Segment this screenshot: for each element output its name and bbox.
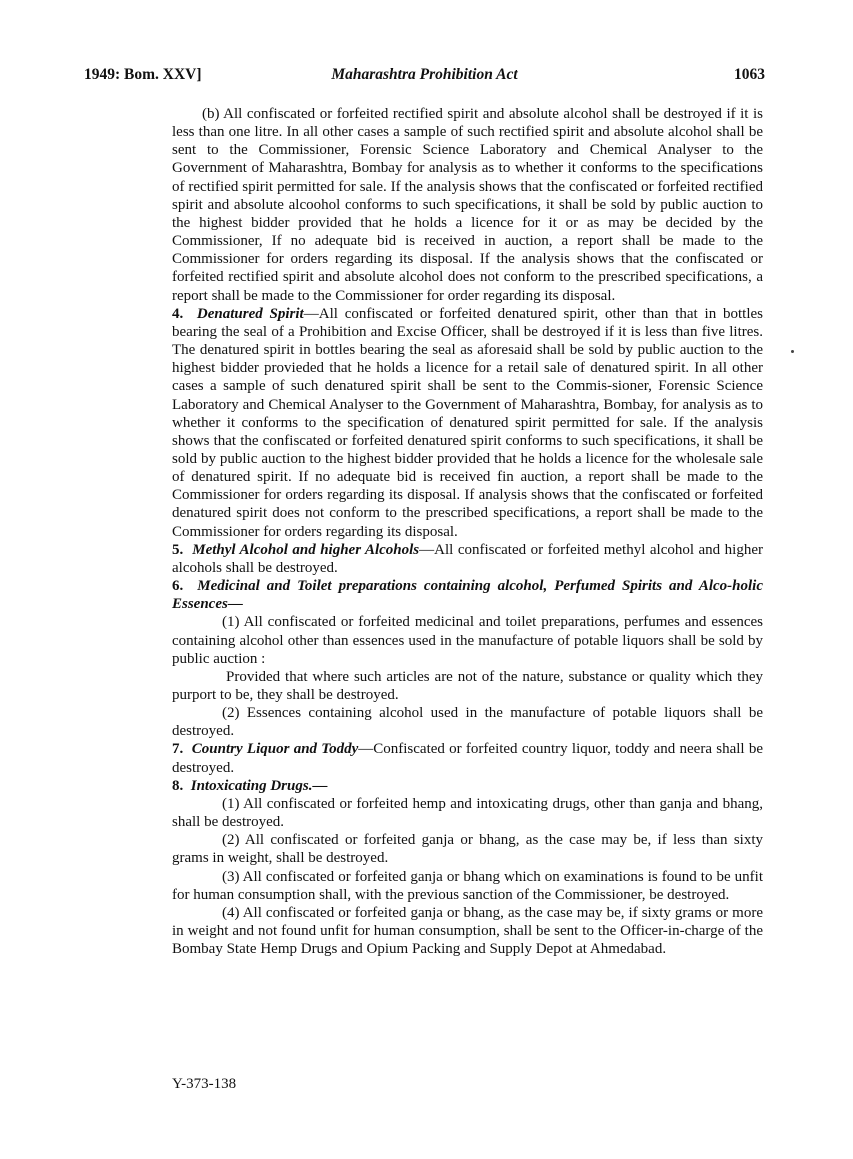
section-8-subsection-2: (2) All confiscated or forfeited ganja or bhang, as the case may be, if less than sixty grams in weight, shall be destroyed. bbox=[172, 832, 763, 867]
section-5-heading: Methyl Alcohol and higher Alcohols bbox=[192, 541, 420, 558]
section-7-heading: Country Liquor and Toddy bbox=[191, 741, 359, 758]
section-6-proviso: Provided that where such articles are not of the nature, substance or quality which they purport to be, they shall be destroyed. bbox=[172, 668, 763, 703]
section-8-subsection-4: (4) All confiscated or forfeited ganja or bhang, as the case may be, if sixty grams or more in weight and not found unfit for human consumption, shall be sent to the Officer-in-charge of the Bombay State Hemp Drugs and Opium Packing and Supply Depot at Ahmedabad. bbox=[172, 904, 763, 958]
section-8 bbox=[172, 777, 763, 795]
section-5-number: 5. bbox=[172, 541, 184, 558]
section-6-heading: Medicinal and Toilet preparations containing alcohol, Perfumed Spirits and Alco-holic Essences— bbox=[172, 578, 763, 613]
section-8-subsection-3: (3) All confiscated or forfeited ganja or bhang which on examinations is found to be unfit for human consumption shall, with the previous sanction of the Commissioner, be destroyed. bbox=[172, 868, 763, 903]
section-7-number: 7. bbox=[172, 741, 184, 758]
section-6 bbox=[172, 577, 763, 613]
section-4-heading: Denatured Spirit bbox=[196, 305, 304, 322]
section-8-subsection-1: (1) All confiscated or forfeited hemp and intoxicating drugs, other than ganja and bhang, shall be destroyed. bbox=[172, 795, 763, 831]
document-body bbox=[172, 105, 763, 958]
section-8-heading: Intoxicating Drugs.— bbox=[190, 777, 328, 794]
footer-code: Y-373-138 bbox=[172, 1076, 237, 1092]
page-number: 1063 bbox=[734, 66, 765, 83]
header-title: Maharashtra Prohibition Act bbox=[331, 66, 518, 83]
section-4-number: 4. bbox=[172, 305, 184, 322]
section-6-number: 6. bbox=[172, 578, 184, 595]
page-header bbox=[84, 66, 765, 88]
section-7 bbox=[172, 740, 763, 776]
section-5-text: —All confiscated or forfeited methyl alcohol and higher alcohols shall be destroyed. bbox=[172, 541, 763, 576]
section-7-text: —Confiscated or forfeited country liquor, toddy and neera shall be destroyed. bbox=[172, 741, 764, 776]
header-citation: 1949: Bom. XXV] bbox=[84, 66, 202, 83]
section-8-number: 8. bbox=[172, 777, 184, 794]
section-4-text: —All confiscated or forfeited denatured spirit, other than that in bottles bearing the seal of a Prohibition and Excise Officer, shall be destroyed if it is less than five litres. The denatured spirit in bottles bearing the seal as aforesaid shall be sold by public auction to the highest bidder provieded that he holds a licence for a retail sale of denatured spirit. In all other cases a sample of such denatured spirit shall be sent to the Commis-sioner, Forensic Science Laboratory and Chemical Analyser to the Government of Maharashtra, Bombay, for analysis as to whether it conforms to the specification of denatured spirit permitted for sale. If the analysis shows that the confiscated or forfeited denatured spirit conforms to such specifications, it shall be sold by public auction to the highest bidder provided that he holds a licence for the wholesale sale of denatured spirit. If no adequate bid is received fin auction, a report shall be made to the Commissioner for orders regarding its disposal. If analysis shows that the confiscated or forfeited denatured spirit does not conform to the prescribed specifications, a report shall be made to the Commissioner for orders regarding its disposal. bbox=[172, 305, 764, 540]
section-6-subsection-1: (1) All confiscated or forfeited medicinal and toilet preparations, perfumes and essences containing alcohol other than essences used in the manufacture of potable liquors shall be sold by public auction : bbox=[172, 614, 763, 667]
section-5 bbox=[172, 541, 763, 577]
section-4 bbox=[172, 305, 763, 541]
stray-mark bbox=[791, 350, 794, 353]
clause-b: (b) All confiscated or forfeited rectified spirit and absolute alcohol shall be destroyed if it is less than one litre. In all other cases a sample of such rectified spirit and absolute alcohol shall be sent to the Commissioner, Forensic Science Laboratory and Chemical Analyser to the Government of Maharashtra, Bombay for analysis as to whether it conforms to the specifications of rectified spirit permitted for sale. If the analysis shows that the confiscated or forfeited rectified spirit and absolute alcoohol conforms to such specifications, it shall be sold by public auction to the highest bidder provided that he holds a licence for it or as may be decided by the Commissioner, If no adequate bid is received in auction, a report shall be made to the Commissioner for orders regarding its disposal. If the analysis shows that the confiscated or forfeited rectified spirit and absolute alcohol does not conform to the prescribed specifications, a report shall be made to the Commissioner for order regarding its disposal. bbox=[172, 106, 763, 304]
section-6-subsection-2: (2) Essences containing alcohol used in the manufacture of potable liquors shall be destroyed. bbox=[172, 705, 763, 740]
